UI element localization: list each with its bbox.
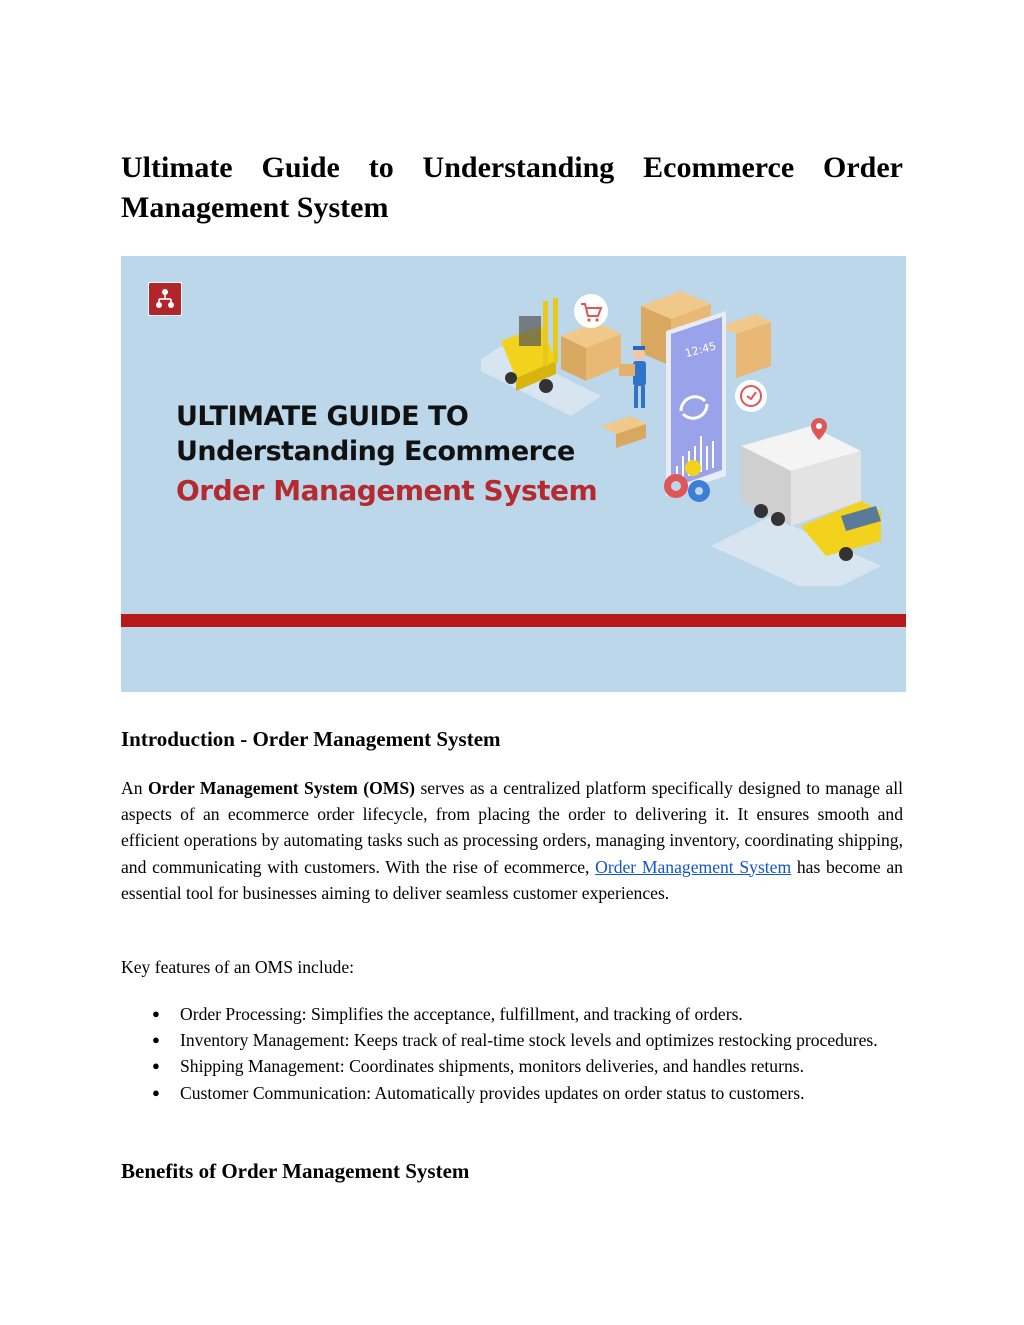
banner-red-stripe — [121, 614, 906, 627]
feature-text: Customer Communication: Automatically provides updates on order status to customers. — [180, 1082, 805, 1103]
bullet-icon: ● — [152, 1084, 160, 1100]
list-item — [121, 1053, 903, 1079]
features-list — [121, 1001, 903, 1106]
bullet-icon: ● — [152, 1006, 160, 1021]
page-title — [121, 148, 903, 228]
title-line-2: Management System — [121, 191, 389, 224]
logistics-illustration — [481, 286, 881, 586]
title-line-1: Ultimate Guide to Understanding Ecommerce Order — [121, 151, 903, 184]
banner-line-1: ULTIMATE GUIDE TO — [176, 401, 469, 432]
bullet-icon: ● — [152, 1058, 160, 1074]
bullet-icon: ● — [152, 1032, 160, 1048]
feature-text: Order Processing: Simplifies the acceptance, fulfillment, and tracking of orders. — [180, 1004, 743, 1024]
intro-paragraph — [121, 775, 903, 906]
feature-text: Shipping Management: Coordinates shipments, monitors deliveries, and handles returns. — [180, 1056, 804, 1077]
org-chart-icon — [148, 282, 182, 316]
worker-icon — [619, 346, 646, 408]
features-intro: Key features of an OMS include: — [121, 957, 355, 977]
banner-line-3: Order Management System — [176, 474, 598, 507]
list-item — [121, 1080, 903, 1106]
intro-lead: An — [121, 778, 148, 798]
intro-body: serves as a centralized platform specifically designed to manage all aspects of an ecommerce order lifecycle, from placing the order to delivering it. It ensures smooth and efficient operations by automating tasks such as processing orders, managing inventory, coordinating shipping, and communicating with customers. With the rise of ecommerce, — [121, 778, 904, 877]
order-management-system-link[interactable]: Order Management System — [595, 856, 792, 877]
intro-heading: Introduction - Order Management System — [121, 727, 501, 751]
list-item — [121, 1027, 903, 1053]
banner-line-2: Understanding Ecommerce — [176, 436, 575, 467]
list-item — [121, 1001, 903, 1027]
benefits-heading: Benefits of Order Management System — [121, 1159, 470, 1183]
svg-text:12:45: 12:45 — [683, 339, 718, 361]
feature-text: Inventory Management: Keeps track of real-time stock levels and optimizes restocking procedures. — [180, 1030, 878, 1051]
intro-tail: has become an essential tool for businesses aiming to deliver seamless customer experiences. — [121, 856, 903, 903]
oms-term: Order Management System (OMS) — [147, 778, 416, 798]
shopping-cart-icon — [574, 294, 608, 328]
clock-icon — [735, 380, 767, 412]
hero-banner-image — [121, 256, 906, 692]
